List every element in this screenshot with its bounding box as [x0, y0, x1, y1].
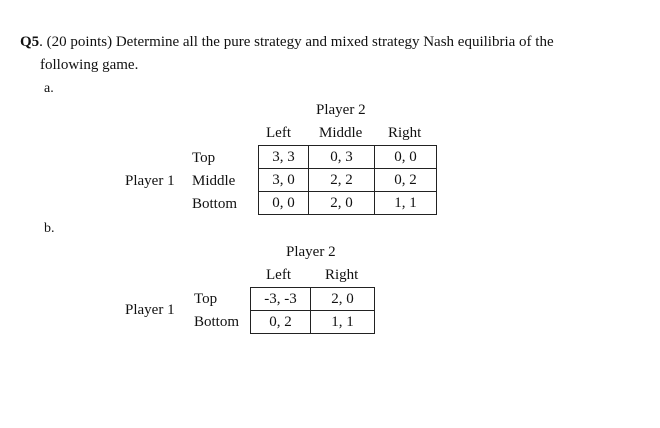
game-b-payoff-table: [250, 287, 375, 334]
game-b-row-bottom: Bottom: [194, 314, 240, 330]
payoff-cell: -3, -3: [251, 288, 311, 311]
payoff-cell: 2, 0: [311, 288, 375, 311]
game-b-col-left: Left: [266, 267, 291, 283]
game-b-col-right: Right: [325, 267, 359, 283]
payoff-cell: 0, 0: [259, 192, 309, 215]
part-b-label: b.: [44, 221, 55, 236]
question-text: . (20 points) Determine all the pure strategy and mixed strategy Nash equilibria of the: [39, 34, 554, 50]
game-a-row-bottom: Bottom: [192, 196, 238, 212]
game-a-player2-label: Player 2: [316, 102, 366, 118]
table-row: [259, 146, 437, 169]
payoff-cell: 1, 1: [311, 311, 375, 334]
game-a-row-middle: Middle: [192, 173, 236, 189]
game-a-col-middle: Middle: [319, 125, 363, 141]
payoff-cell: 0, 0: [375, 146, 437, 169]
table-row: [259, 169, 437, 192]
game-a-player1-label: Player 1: [125, 173, 175, 189]
game-a-col-left: Left: [266, 125, 291, 141]
payoff-cell: 2, 0: [309, 192, 375, 215]
table-row: [251, 311, 375, 334]
game-a-col-right: Right: [388, 125, 422, 141]
payoff-cell: 0, 2: [375, 169, 437, 192]
question-prompt-line1: [20, 35, 554, 50]
payoff-cell: 3, 0: [259, 169, 309, 192]
payoff-cell: 0, 2: [251, 311, 311, 334]
payoff-cell: 0, 3: [309, 146, 375, 169]
game-b-player2-label: Player 2: [286, 244, 336, 260]
question-number: Q5: [20, 34, 40, 50]
payoff-cell: 3, 3: [259, 146, 309, 169]
game-b-row-top: Top: [194, 291, 218, 307]
game-a-payoff-table: [258, 145, 437, 215]
table-row: [251, 288, 375, 311]
payoff-cell: 1, 1: [375, 192, 437, 215]
game-a-row-top: Top: [192, 150, 216, 166]
part-a-label: a.: [44, 81, 54, 96]
table-row: [259, 192, 437, 215]
question-prompt-line2: following game.: [40, 57, 139, 73]
payoff-cell: 2, 2: [309, 169, 375, 192]
game-b-player1-label: Player 1: [125, 302, 175, 318]
